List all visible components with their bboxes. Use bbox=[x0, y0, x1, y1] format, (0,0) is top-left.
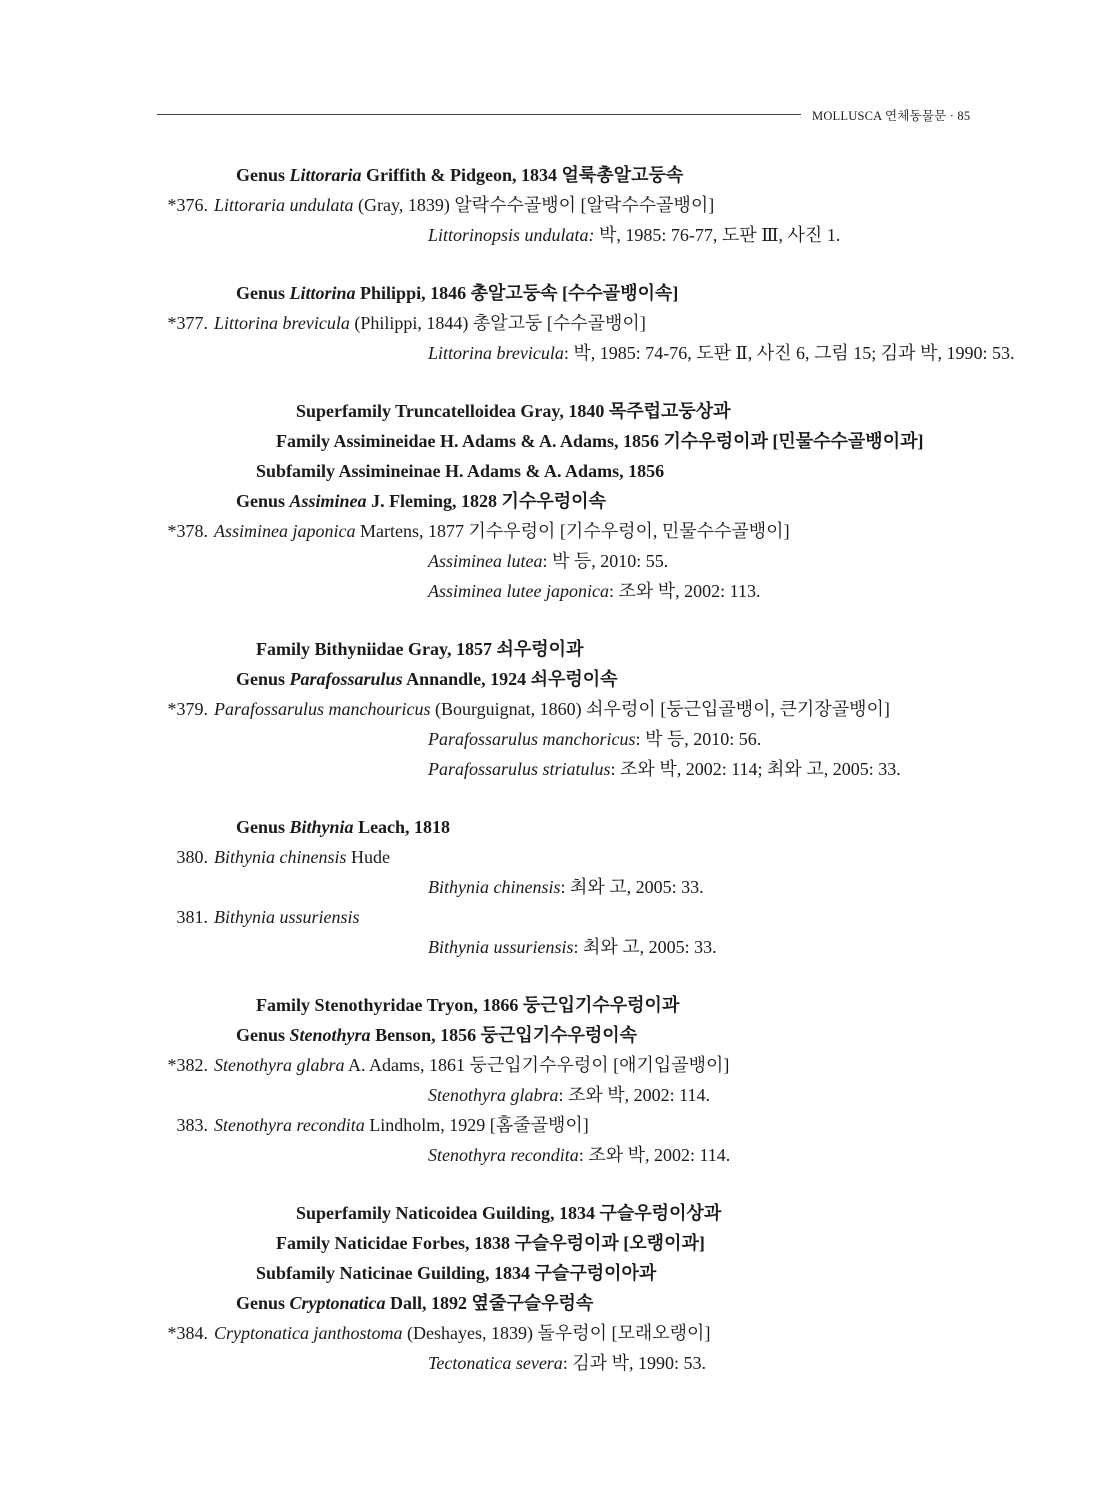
plain-text: : 박 등, 2010: 55. bbox=[542, 551, 669, 571]
plain-text: : 조와 박, 2002: 114; 최와 고, 2005: 33. bbox=[610, 759, 901, 779]
species-name bbox=[214, 1050, 729, 1080]
taxon-text bbox=[256, 1258, 656, 1288]
reference-text bbox=[428, 576, 760, 606]
italic-name: Bithynia bbox=[289, 817, 354, 837]
plain-text: (Gray, 1839) 알락수수골뱅이 [알락수수골뱅이] bbox=[353, 195, 715, 215]
reference-text bbox=[428, 1348, 706, 1378]
italic-name: Littoraria undulata bbox=[214, 195, 354, 215]
italic-name: Cryptonatica bbox=[289, 1293, 386, 1313]
plain-text: [오랭이과] bbox=[618, 1233, 705, 1253]
plain-text: [수수골뱅이속] bbox=[557, 283, 679, 303]
plain-text: Subfamily Assimineinae H. Adams & A. Adams, 1856 bbox=[256, 461, 665, 481]
plain-text: Genus bbox=[236, 283, 290, 303]
plain-text: Superfamily Truncatelloidea Gray, 1840 목주럽고둥상과 bbox=[296, 401, 731, 421]
italic-name: Bithynia chinensis bbox=[214, 847, 347, 867]
taxon-text bbox=[236, 664, 618, 694]
italic-name: Bithynia chinensis bbox=[428, 877, 561, 897]
plain-text: Griffith & Pidgeon, 1834 얼룩총알고둥속 bbox=[361, 165, 684, 185]
taxon-text bbox=[256, 456, 664, 486]
species-number: *382. bbox=[167, 1055, 208, 1075]
italic-name: Bithynia ussuriensis bbox=[214, 907, 360, 927]
italic-name: Littoraria bbox=[289, 165, 362, 185]
taxon-text bbox=[296, 1198, 721, 1228]
italic-name: Littorina bbox=[289, 283, 356, 303]
taxon-text bbox=[276, 426, 923, 456]
plain-text: Leach, 1818 bbox=[353, 817, 451, 837]
plain-text: Martens, 1877 기수우렁이 [기수우렁이, 민물수수골뱅이] bbox=[355, 521, 790, 541]
species-name bbox=[214, 308, 646, 338]
taxon-text bbox=[296, 396, 731, 426]
plain-text: Genus bbox=[236, 491, 290, 511]
species-number: *379. bbox=[167, 699, 208, 719]
plain-text: Subfamily Naticinae Guilding, 1834 구슬구렁이아과 bbox=[256, 1263, 657, 1283]
reference-text bbox=[428, 754, 901, 784]
taxon-text bbox=[256, 990, 679, 1020]
species-number: 383. bbox=[176, 1115, 208, 1135]
species-number: *384. bbox=[167, 1323, 208, 1343]
plain-text: : 최와 고, 2005: 33. bbox=[560, 877, 704, 897]
taxon-text bbox=[236, 812, 450, 842]
italic-name: Assiminea lutea bbox=[428, 551, 543, 571]
species-name bbox=[214, 190, 714, 220]
taxon-text bbox=[276, 1228, 705, 1258]
taxon-text bbox=[236, 1020, 637, 1050]
italic-name: Littorina brevicula bbox=[428, 343, 564, 363]
reference-text bbox=[428, 1140, 730, 1170]
plain-text: Family Naticidae Forbes, 1838 구슬우렁이과 bbox=[276, 1233, 619, 1253]
italic-name: Parafossarulus bbox=[289, 669, 403, 689]
plain-text: A. Adams, 1861 둥근입기수우렁이 [애기입골뱅이] bbox=[344, 1055, 730, 1075]
italic-name: Cryptonatica janthostoma bbox=[214, 1323, 403, 1343]
italic-name: Stenothyra recondita bbox=[428, 1145, 579, 1165]
plain-text: Dall, 1892 옆줄구슬우렁속 bbox=[385, 1293, 594, 1313]
italic-name: Parafossarulus striatulus bbox=[428, 759, 611, 779]
plain-text: J. Fleming, 1828 기수우렁이속 bbox=[366, 491, 606, 511]
plain-text: [민물수수골뱅이과] bbox=[767, 431, 924, 451]
species-number: *377. bbox=[167, 313, 208, 333]
taxon-text bbox=[236, 1288, 593, 1318]
species-name bbox=[214, 694, 890, 724]
plain-text: Family Stenothyridae Tryon, 1866 둥근입기수우렁이과 bbox=[256, 995, 680, 1015]
taxon-text bbox=[236, 278, 678, 308]
reference-text bbox=[428, 932, 717, 962]
species-number: 380. bbox=[176, 847, 208, 867]
plain-text: : 김과 박, 1990: 53. bbox=[562, 1353, 706, 1373]
italic-name: Bithynia ussuriensis bbox=[428, 937, 574, 957]
taxon-text bbox=[256, 634, 583, 664]
reference-text bbox=[428, 724, 761, 754]
species-name bbox=[214, 516, 790, 546]
plain-text: : 박, 1985: 74-76, 도판 Ⅱ, 사진 6, 그림 15; 김과 박, 1990: 53. bbox=[563, 343, 1015, 363]
italic-name: Littorina brevicula bbox=[214, 313, 350, 333]
species-name bbox=[214, 1110, 589, 1140]
plain-text: Genus bbox=[236, 817, 290, 837]
plain-text: : 조와 박, 2002: 114. bbox=[578, 1145, 731, 1165]
italic-name: Parafossarulus manchouricus bbox=[214, 699, 431, 719]
plain-text: : 조와 박, 2002: 114. bbox=[558, 1085, 710, 1105]
taxon-text bbox=[236, 160, 683, 190]
plain-text: (Philippi, 1844) 총알고둥 [수수골뱅이] bbox=[349, 313, 646, 333]
plain-text: Annandle, 1924 쇠우렁이속 bbox=[402, 669, 618, 689]
italic-name: Tectonatica severa bbox=[428, 1353, 563, 1373]
plain-text: : 최와 고, 2005: 33. bbox=[573, 937, 717, 957]
plain-text: Family Assimineidae H. Adams & A. Adams, 1856 기수우렁이과 bbox=[276, 431, 768, 451]
italic-name: Assiminea bbox=[289, 491, 367, 511]
reference-text bbox=[428, 546, 668, 576]
plain-text: Genus bbox=[236, 669, 290, 689]
italic-name: Parafossarulus manchoricus bbox=[428, 729, 636, 749]
plain-text: Genus bbox=[236, 165, 290, 185]
plain-text: Philippi, 1846 총알고둥속 bbox=[355, 283, 558, 303]
plain-text: (Deshayes, 1839) 돌우렁이 [모래오랭이] bbox=[402, 1323, 711, 1343]
species-name bbox=[214, 1318, 710, 1348]
plain-text: 박, 1985: 76-77, 도판 Ⅲ, 사진 1. bbox=[594, 225, 841, 245]
italic-name: Stenothyra glabra bbox=[214, 1055, 345, 1075]
plain-text: Hude bbox=[346, 847, 390, 867]
reference-text bbox=[428, 872, 704, 902]
italic-name: Assiminea japonica bbox=[214, 521, 356, 541]
species-name bbox=[214, 902, 360, 932]
plain-text: : 조와 박, 2002: 113. bbox=[608, 581, 761, 601]
italic-name: Stenothyra bbox=[289, 1025, 371, 1045]
plain-text: : 박 등, 2010: 56. bbox=[635, 729, 762, 749]
italic-name: Stenothyra glabra bbox=[428, 1085, 559, 1105]
italic-name: Littorinopsis undulata: bbox=[428, 225, 595, 245]
plain-text: (Bourguignat, 1860) 쇠우렁이 [둥근입골뱅이, 큰기장골뱅이] bbox=[430, 699, 890, 719]
species-number: *376. bbox=[167, 195, 208, 215]
plain-text: Genus bbox=[236, 1293, 290, 1313]
italic-name: Stenothyra recondita bbox=[214, 1115, 365, 1135]
plain-text: Superfamily Naticoidea Guilding, 1834 구슬우렁이상과 bbox=[296, 1203, 722, 1223]
plain-text: Family Bithyniidae Gray, 1857 쇠우렁이과 bbox=[256, 639, 584, 659]
plain-text: Benson, 1856 둥근입기수우렁이속 bbox=[370, 1025, 638, 1045]
species-name bbox=[214, 842, 390, 872]
plain-text: Genus bbox=[236, 1025, 290, 1045]
reference-text bbox=[428, 1080, 710, 1110]
reference-text bbox=[428, 220, 840, 250]
italic-name: Assiminea lutee japonica bbox=[428, 581, 609, 601]
running-head: MOLLUSCA 연체동물문 · 85 bbox=[812, 109, 971, 123]
header-rule bbox=[157, 114, 801, 115]
plain-text: Lindholm, 1929 [홈줄골뱅이] bbox=[364, 1115, 589, 1135]
taxon-text bbox=[236, 486, 606, 516]
species-number: 381. bbox=[176, 907, 208, 927]
reference-text bbox=[428, 338, 1014, 368]
species-number: *378. bbox=[167, 521, 208, 541]
